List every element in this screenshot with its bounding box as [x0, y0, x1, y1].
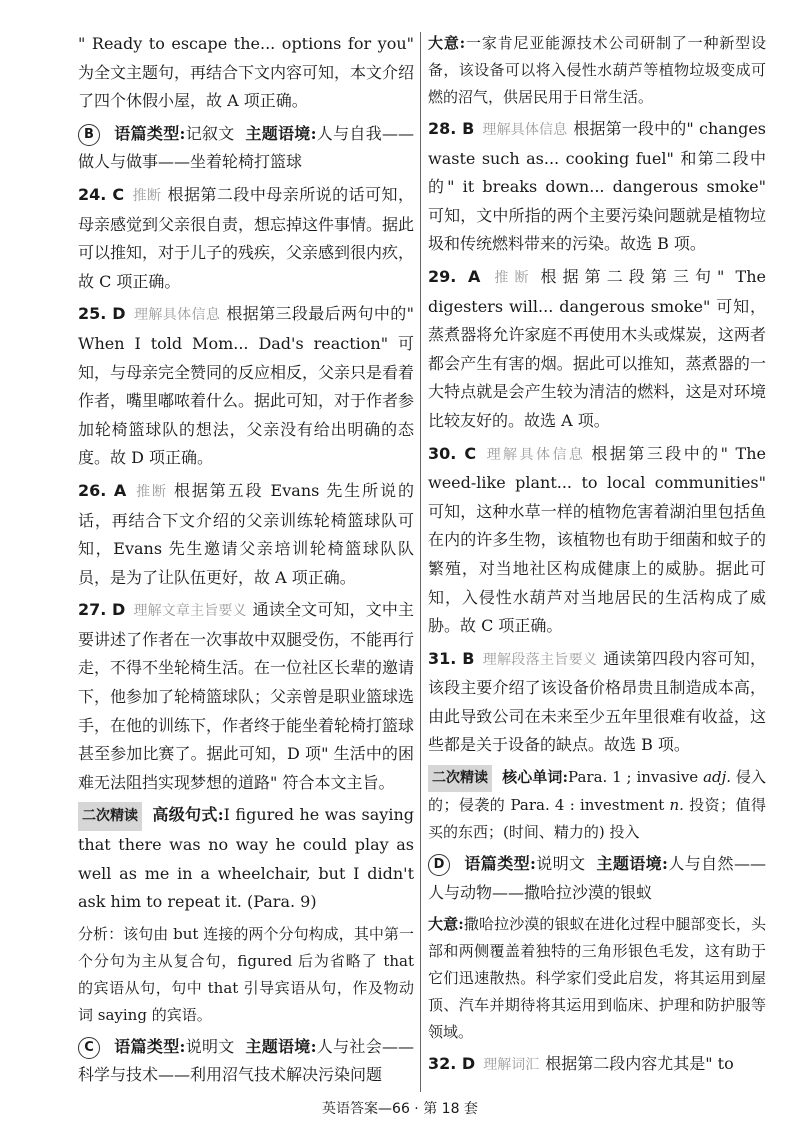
question-type: 理解具体信息: [133, 307, 221, 324]
summary-d: 大意:撒哈拉沙漠的银蚁在进化过程中腿部变长，头部和两侧覆盖着独特的三角形银色毛发，这有助于它们迅速散热。科学家们受此启发，将其运用到屋顶、汽车并期待将其运用到临床、护理和防护服等领域。: [428, 915, 766, 1042]
answer-29: [428, 263, 766, 436]
answer-number: 32. D: [428, 1054, 476, 1074]
second-reading-words: 二次精读 核心单词:Para. 1 ; invasive adj. 侵入的；侵袭的 Para. 4 : investment n. 投资；值得买的东西；(时间、精力的) 投入: [428, 764, 766, 846]
answer-number: 24. C: [78, 184, 125, 204]
answer-number: 28. B: [428, 119, 475, 138]
question-type: 推断: [488, 269, 535, 286]
left-column: [78, 30, 414, 1094]
answer-number: 26. A: [78, 480, 127, 500]
question-type: 推断: [134, 483, 168, 500]
answer-explanation: 根据第三段最后两句中的" When I told Mom... Dad's reaction" 可知，与母亲完全赞同的反应相反，父亲只是看着作者，嘴里嘟哝着什么。据此可知，对于作者参加轮椅篮球队的想法，父亲没有给出明确的态度。故 D 项正确。: [78, 304, 415, 468]
question-type: 理解段落主旨要义: [482, 651, 598, 668]
question-type: 理解具体信息: [482, 122, 568, 138]
section-d-icon: D: [428, 854, 450, 876]
question-type: 理解文章主旨要义: [133, 603, 247, 620]
answer-27: [78, 596, 414, 797]
answer-28: [428, 115, 766, 259]
answer-24: [78, 181, 414, 296]
answer-number: 25. D: [78, 304, 126, 324]
answer-explanation: 根据第三段中的" The weed-like plant... to local communities" 可知，这种水草一样的植物危害着湖泊里包括鱼在内的许多生物，该植物也有助于细菌和蚊子的繁殖，对当地社区构成健康上的威胁。据此可知，入侵性水葫芦对当地居民的生活构成了威胁。故 C 项正确。: [428, 443, 767, 636]
section-c-header: C 语篇类型:说明文 主题语境:人与社会——科学与技术——利用沼气技术解决污染问题: [78, 1036, 414, 1085]
answer-explanation: 根据第二段内容尤其是" to: [545, 1054, 734, 1074]
section-d-header: D 语篇类型:说明文 主题语境:人与自然——人与动物——撒哈拉沙漠的银蚁: [428, 854, 766, 902]
answer-explanation: 根据第二段第三句" The digesters will... dangerous smoke" 可知，蒸煮器将允许家庭不再使用木头或煤炭，这两者都会产生有害的烟。据此可以推知，蒸煮器的一大特点就是会产生较为清洁的燃料，这是对环境比较友好的。故选 A 项。: [428, 266, 766, 430]
summary-c: 大意:一家肯尼亚能源技术公司研制了一种新型设备，该设备可以将入侵性水葫芦等植物垃圾变成可燃的沼气，供居民用于日常生活。: [428, 34, 766, 106]
column-divider: [420, 32, 421, 1092]
section-b-header: B 语篇类型:记叙文 主题语境:人与自我——做人与做事——坐着轮椅打篮球: [78, 123, 414, 172]
answer-25: [78, 300, 414, 473]
answer-31: [428, 645, 766, 760]
answer-32: [428, 1050, 766, 1080]
sentence-analysis: 分析：该句由 but 连接的两个分句构成，其中第一个分句为主从复合句，figured 后为省略了 that 的宾语从句，句中 that 引导宾语从句，作及物动词 saying 的宾语。: [78, 924, 414, 1024]
question-type: 理解具体信息: [484, 446, 586, 463]
answer-number: 30. C: [428, 443, 477, 463]
question-type: 理解词汇: [483, 1057, 540, 1074]
section-b-icon: B: [78, 124, 100, 146]
right-column: [428, 30, 766, 1084]
answer-explanation: 通读全文可知，文中主要讲述了作者在一次事故中双腿受伤，不能再行走，不得不坐轮椅生活。在一位社区长辈的邀请下，他参加了轮椅篮球队；父亲曾是职业篮球选手，在他的训练下，作者终于能坐着轮椅打篮球甚至参加比赛了。据此可知，D 项" 生活中的困难无法阻挡实现梦想的道路" 符合本文主旨。: [78, 600, 415, 792]
answer-explanation: 根据第五段 Evans 先生所说的话，再结合下文介绍的父亲训练轮椅篮球队可知，Evans 先生邀请父亲培训轮椅篮球队队员，是为了让队伍更好，故 A 项正确。: [78, 480, 414, 587]
answer-number: 29. A: [428, 266, 481, 286]
second-reading-badge: 二次精读: [78, 802, 142, 831]
answer-explanation: 根据第一段中的" changes waste such as... cooking fuel" 和第二段中的" it breaks down... dangerous smoke" 可知，文中所指的两个主要污染问题就是植物垃圾和传统燃料带来的污染。故选 B 项。: [428, 119, 767, 254]
answer-explanation: 根据第二段中母亲所说的话可知，母亲感觉到父亲很自责，想忘掉这件事情。据此可以推知，对于儿子的残疾，父亲感到很内疚，故 C 项正确。: [78, 184, 415, 291]
answer-number: 27. D: [78, 600, 126, 620]
answer-26: [78, 477, 414, 592]
second-reading-sentence: 二次精读 高级句式:I figured he was saying that there was no way he could play as well as me in a wheelchair, but I didn't ask him to repeat it. (Para. 9): [78, 801, 414, 916]
intro-paragraph: " Ready to escape the... options for you" 为全文主题句，再结合下文内容可知，本文介绍了四个休假小屋，故 A 项正确。: [78, 34, 415, 111]
answer-30: [428, 440, 766, 641]
question-type: 推断: [132, 187, 162, 204]
advanced-sentence: I figured he was saying that there was no way he could play as well as me in a wheelchair, but I didn't ask him to repeat it. (Para. 9): [78, 805, 414, 912]
answer-number: 31. B: [428, 648, 475, 668]
section-c-icon: C: [78, 1037, 100, 1059]
answer-explanation: 通读第四段内容可知，该段主要介绍了该设备价格昂贵且制造成本高，由此导致公司在未来至少五年里很难有收益，这些都是关于设备的缺点。故选 B 项。: [428, 648, 767, 755]
page-footer: 英语答案—66 · 第 18 套: [322, 1101, 478, 1117]
second-reading-badge: 二次精读: [428, 765, 492, 792]
